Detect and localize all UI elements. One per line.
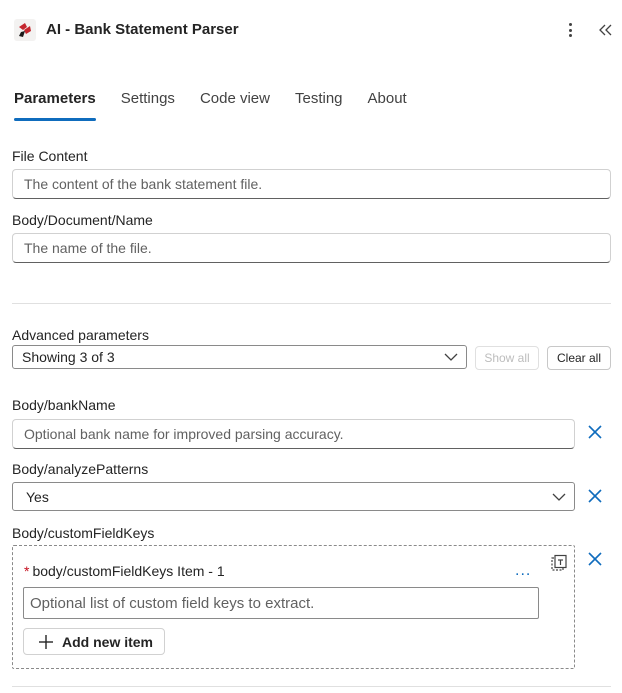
- tab-bar: [14, 88, 432, 122]
- chevron-down-icon: [444, 352, 458, 362]
- custom-field-key-placeholder: Optional list of custom field keys to extract.: [30, 594, 315, 612]
- array-item-label: [24, 563, 225, 579]
- close-icon[interactable]: [586, 487, 604, 505]
- advanced-parameters-select[interactable]: [12, 345, 467, 369]
- custom-field-key-input[interactable]: [23, 587, 539, 619]
- tab-testing[interactable]: Testing: [294, 90, 343, 107]
- app-logo-icon: [14, 19, 36, 41]
- tab-parameters[interactable]: Parameters: [14, 88, 96, 121]
- file-content-label: File Content: [12, 148, 88, 164]
- file-content-input[interactable]: [12, 169, 611, 199]
- advanced-parameters-value: Showing 3 of 3: [22, 349, 115, 365]
- close-icon[interactable]: [586, 550, 604, 568]
- document-name-input[interactable]: [12, 233, 611, 263]
- document-name-label: Body/Document/Name: [12, 212, 153, 228]
- document-name-placeholder: The name of the file.: [24, 240, 152, 256]
- show-all-button[interactable]: Show all: [475, 346, 539, 370]
- tab-code-view[interactable]: Code view: [199, 90, 270, 107]
- analyze-patterns-label: Body/analyzePatterns: [12, 461, 149, 477]
- clear-all-button[interactable]: Clear all: [547, 346, 611, 370]
- file-content-placeholder: The content of the bank statement file.: [24, 176, 263, 192]
- tab-settings[interactable]: Settings: [120, 90, 175, 107]
- advanced-parameters-label: Advanced parameters: [12, 327, 149, 343]
- bank-name-label: Body/bankName: [12, 397, 116, 413]
- section-divider: [12, 303, 611, 304]
- analyze-patterns-select[interactable]: [12, 482, 575, 511]
- custom-field-keys-label: Body/customFieldKeys: [12, 525, 155, 541]
- more-vertical-icon[interactable]: [560, 19, 580, 41]
- plus-icon: [38, 634, 54, 650]
- array-item-label-text: body/customFieldKeys Item - 1: [32, 563, 225, 579]
- panel-header: [0, 0, 622, 60]
- chevron-down-icon: [552, 492, 566, 502]
- bottom-divider: [12, 686, 611, 687]
- bank-name-input[interactable]: [12, 419, 575, 449]
- required-mark: *: [24, 563, 30, 579]
- tab-about[interactable]: About: [367, 90, 407, 107]
- item-more-options-button[interactable]: ...: [515, 562, 532, 579]
- analyze-patterns-value: Yes: [26, 488, 49, 505]
- custom-field-keys-array: [12, 545, 575, 669]
- collapse-double-chevron-icon[interactable]: [596, 19, 616, 41]
- bank-name-placeholder: Optional bank name for improved parsing accuracy.: [24, 426, 344, 442]
- close-icon[interactable]: [586, 423, 604, 441]
- add-new-item-label: Add new item: [62, 633, 154, 650]
- add-new-item-button[interactable]: [23, 628, 165, 655]
- app-title: AI - Bank Statement Parser: [46, 21, 239, 38]
- copy-icon[interactable]: [550, 554, 568, 572]
